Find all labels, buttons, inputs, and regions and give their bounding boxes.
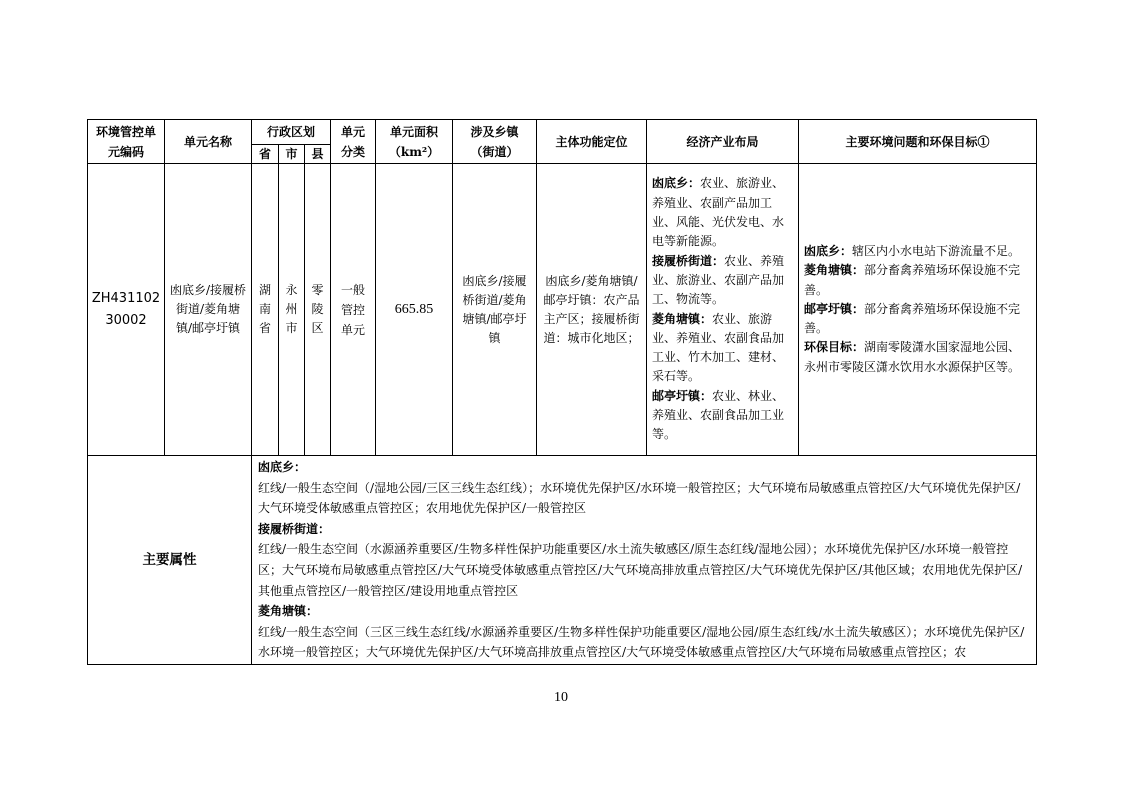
header-name: 单元名称 xyxy=(165,120,252,164)
env-cell xyxy=(799,164,1037,456)
header-towns: 涉及乡镇 （街道） xyxy=(453,120,537,164)
unit-code: ZH431102 30002 xyxy=(88,164,165,456)
attributes-content xyxy=(252,456,1037,665)
page-number: 10 xyxy=(554,690,568,705)
header-county: 县 xyxy=(305,145,331,164)
economy-cell xyxy=(647,164,799,456)
city-cell: 永 州 市 xyxy=(279,164,305,456)
env-item: 菱角塘镇：部分畜禽养殖场环保设施不完善。 xyxy=(804,263,1021,297)
header-area: 单元面积 （km²） xyxy=(376,120,453,164)
control-unit-table xyxy=(87,119,1037,665)
unit-name: 凼底乡/接履桥街道/菱角塘镇/邮亭圩镇 xyxy=(165,164,252,456)
header-admin: 行政区划 xyxy=(252,120,331,145)
header-category: 单元分类 xyxy=(331,120,376,164)
table-row xyxy=(88,164,1037,456)
attributes-row xyxy=(88,456,1037,665)
header-economy: 经济产业布局 xyxy=(647,120,799,164)
attribute-item: 菱角塘镇： 红线/一般生态空间（三区三线生态红线/水源涵养重要区/生物多样性保护功能重要区/湿地公园/原生态红线/水土流失敏感区）；水环境优先保护区/水环境一般管控区；大气环境优先保护区/大气环境高排放重点管控区/大气环境受体敏感重点管控区/大气环境布局敏感重点管控区；农 xyxy=(258,604,1025,660)
county-cell: 零 陵 区 xyxy=(305,164,331,456)
function-cell: 凼底乡/菱角塘镇/邮亭圩镇：农产品主产区；接履桥街道：城市化地区； xyxy=(537,164,647,456)
header-function: 主体功能定位 xyxy=(537,120,647,164)
towns-cell: 凼底乡/接履桥街道/菱角塘镇/邮亭圩镇 xyxy=(453,164,537,456)
attributes-label: 主要属性 xyxy=(88,456,252,665)
env-item: 邮亭圩镇：部分畜禽养殖场环保设施不完善。 xyxy=(804,301,1021,336)
category-cell: 一般管控单元 xyxy=(331,164,376,456)
province-cell: 湖 南 省 xyxy=(252,164,279,456)
header-province: 省 xyxy=(252,145,279,164)
header-city: 市 xyxy=(279,145,305,164)
header-env: 主要环境问题和环保目标① xyxy=(799,120,1037,164)
area-cell: 665.85 xyxy=(376,164,453,456)
economy-item: 接履桥街道：农业、养殖业、旅游业、农副产品加工、物流等。 xyxy=(652,253,785,307)
economy-item: 凼底乡：农业、旅游业、养殖业、农副产品加工业、风能、光伏发电、水电等新能源。 xyxy=(652,176,785,249)
attribute-item: 凼底乡： 红线/一般生态空间（/湿地公园/三区三线生态红线）；水环境优先保护区/水环境一般管控区；大气环境布局敏感重点管控区/大气环境优先保护区/大气环境受体敏感重点管控区；农用地优先保护区/一般管控区 xyxy=(258,460,1021,516)
economy-item: 菱角塘镇：农业、旅游业、养殖业、农副食品加工业、竹木加工、建材、采石等。 xyxy=(652,311,785,384)
env-item: 凼底乡：辖区内小水电站下游流量不足。 xyxy=(804,243,1021,258)
header-code: 环境管控单元编码 xyxy=(88,120,165,164)
env-item: 环保目标：湖南零陵潇水国家湿地公园、永州市零陵区潇水饮用水水源保护区等。 xyxy=(804,340,1021,374)
attribute-item: 接履桥街道： 红线/一般生态空间（水源涵养重要区/生物多样性保护功能重要区/水土流失敏感区/原生态红线/湿地公园）；水环境优先保护区/水环境一般管控区；大气环境布局敏感重点管控区/大气环境受体敏感重点管控区/大气环境高排放重点管控区/大气环境优先保护区/其他区域；农用地优先保护区/其他重点管控区/一般管控区/建设用地重点管控区 xyxy=(258,521,1023,598)
economy-item: 邮亭圩镇：农业、林业、养殖业、农副食品加工业等。 xyxy=(652,388,785,442)
